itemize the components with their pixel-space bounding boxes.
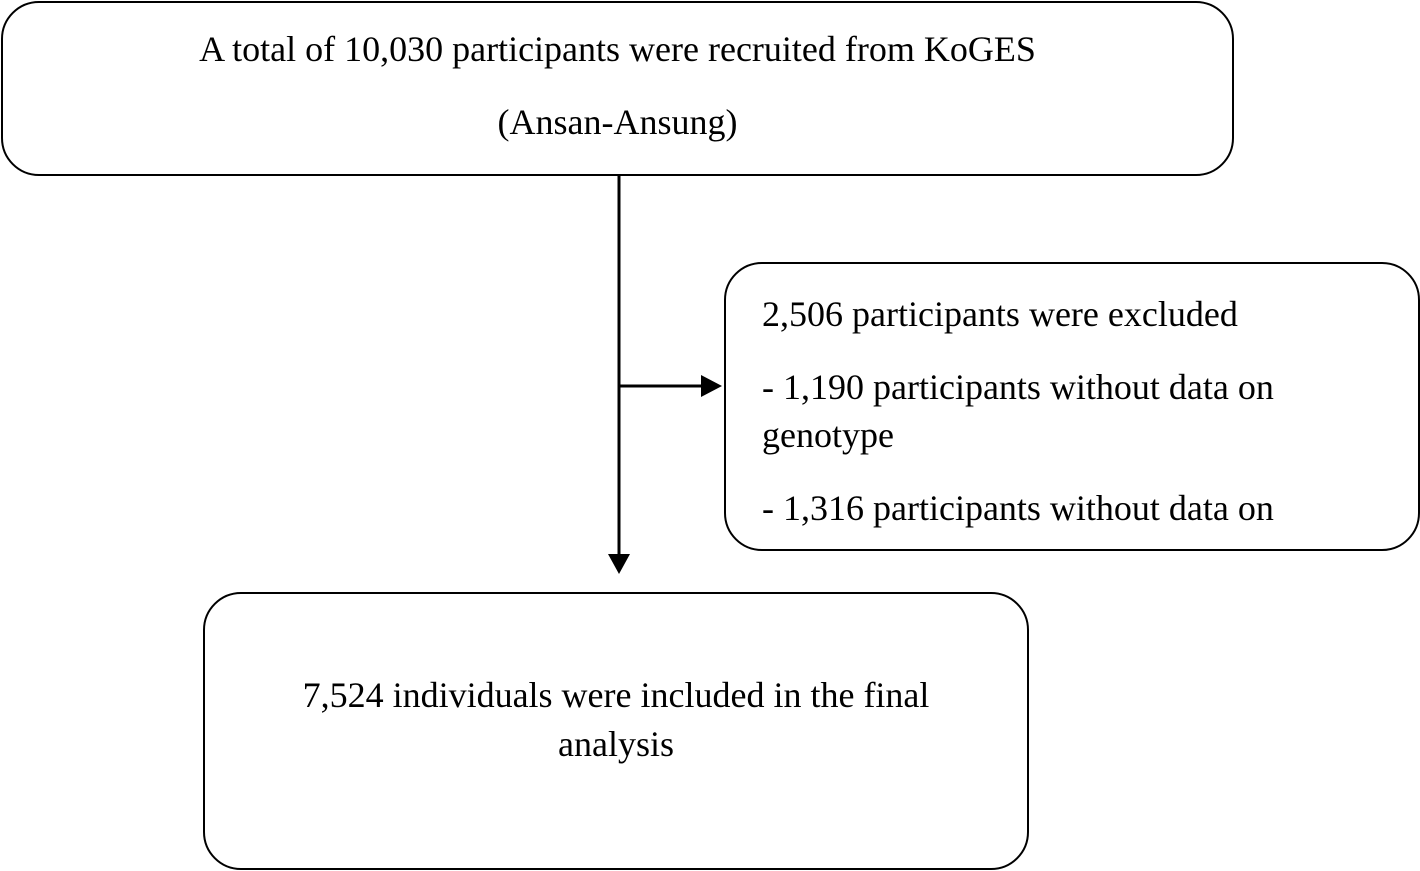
final-analysis-box <box>203 592 1029 870</box>
excluded-box <box>724 262 1420 551</box>
main-flow-arrowhead <box>608 554 630 574</box>
excluded-item-2-line-1: - 1,316 participants without data on <box>762 488 1274 528</box>
recruited-line-1: A total of 10,030 participants were recruited from KoGES <box>199 29 1036 69</box>
recruited-line-2: (Ansan-Ansung) <box>497 102 738 142</box>
final-line-1: 7,524 individuals were included in the final <box>302 675 930 715</box>
excluded-header: 2,506 participants were excluded <box>762 294 1238 334</box>
excluded-item-1-line-2: genotype <box>762 415 894 455</box>
excluded-item-1-line-1: - 1,190 participants without data on <box>762 367 1274 407</box>
exclusion-branch-arrowhead <box>701 375 722 397</box>
final-line-2: analysis <box>558 724 674 764</box>
recruited-box <box>1 1 1234 176</box>
